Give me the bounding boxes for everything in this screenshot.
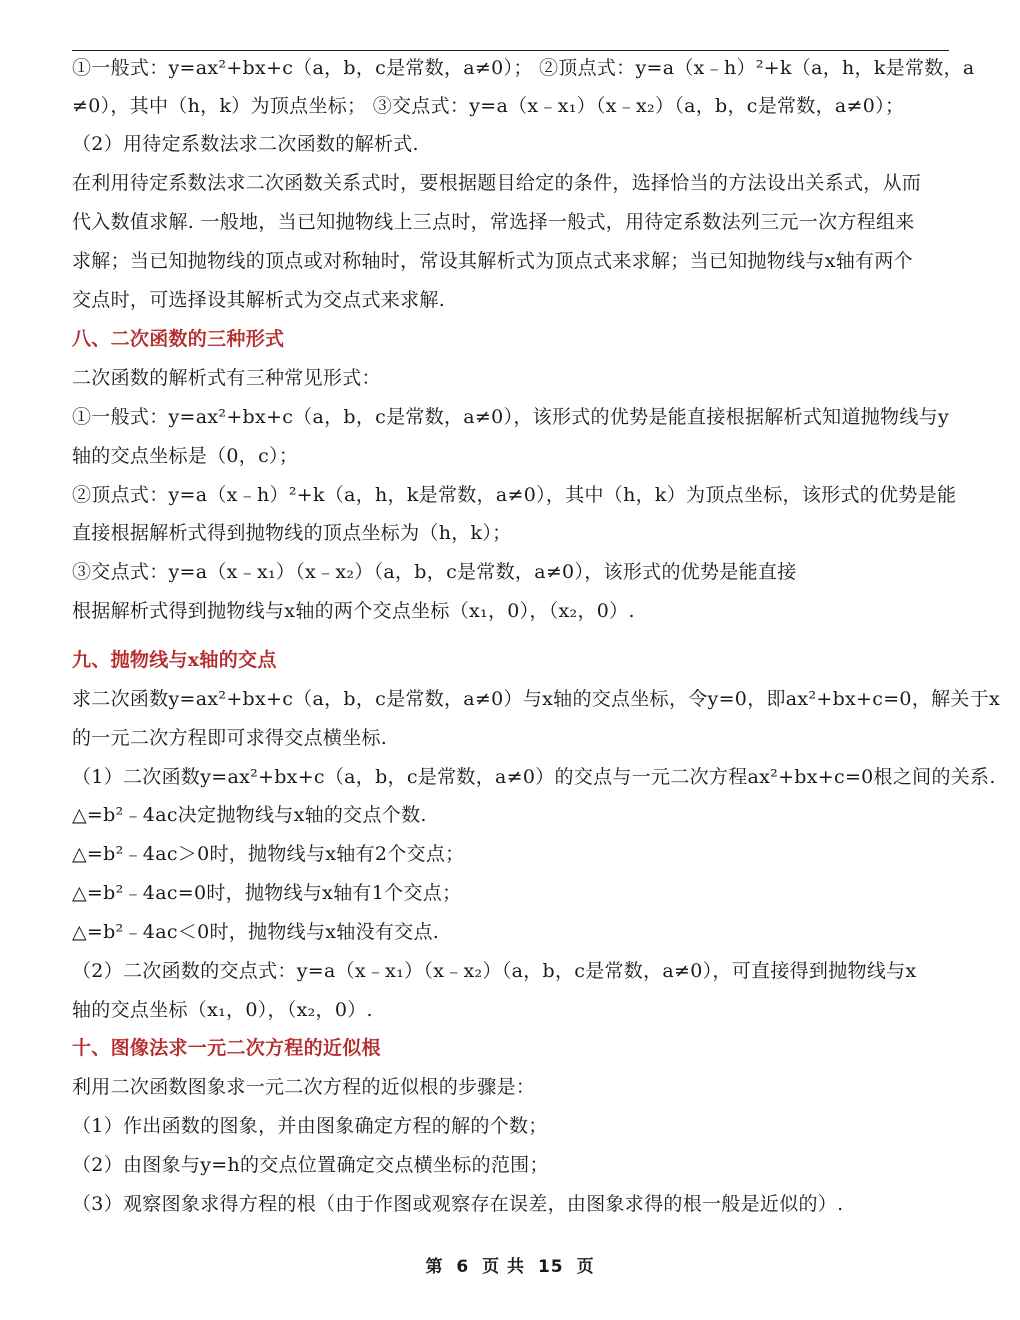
- text-line: 在利用待定系数法求二次函数关系式时，要根据题目给定的条件，选择恰当的方法设出关系式，从而: [72, 172, 922, 194]
- text-line: 利用二次函数图象求一元二次方程的近似根的步骤是：: [72, 1076, 536, 1098]
- text-line: （2）二次函数的交点式：y=a（x﹣x₁）（x﹣x₂）（a，b，c是常数，a≠0），可直接得到抛物线与x: [72, 960, 917, 982]
- text-line: ②顶点式：y=a（x﹣h）²+k（a，h，k是常数，a≠0），其中（h，k）为顶点坐标，该形式的优势是能: [72, 484, 957, 506]
- text-line: （2）由图象与y=h的交点位置确定交点横坐标的范围；: [72, 1154, 549, 1176]
- text-line: △=b²﹣4ac决定抛物线与x轴的交点个数.: [72, 804, 427, 826]
- text-line: ①一般式：y=ax²+bx+c（a，b，c是常数，a≠0），该形式的优势是能直接根据解析式知道抛物线与y: [72, 406, 949, 428]
- text-line: 二次函数的解析式有三种常见形式：: [72, 367, 381, 389]
- top-rule: [72, 50, 949, 51]
- text-line: 代入数值求解. 一般地，当已知抛物线上三点时，常选择一般式，用待定系数法列三元一次方程组来: [72, 211, 915, 233]
- page-footer: [0, 1252, 1020, 1277]
- text-line: △=b²﹣4ac＞0时，抛物线与x轴有2个交点；: [72, 843, 465, 865]
- section-heading: 九、抛物线与x轴的交点: [72, 649, 277, 671]
- footer-suffix: 页: [576, 1257, 595, 1277]
- text-line: △=b²﹣4ac=0时，抛物线与x轴有1个交点；: [72, 882, 462, 904]
- text-line: （3）观察图象求得方程的根（由于作图或观察存在误差，由图象求得的根一般是近似的）.: [72, 1193, 844, 1215]
- text-line: （1）二次函数y=ax²+bx+c（a，b，c是常数，a≠0）的交点与一元二次方程ax²+bx+c=0根之间的关系.: [72, 766, 996, 788]
- footer-total-pages: 15: [537, 1257, 564, 1277]
- section-heading: 八、二次函数的三种形式: [72, 328, 285, 350]
- text-line: ③交点式：y=a（x﹣x₁）（x﹣x₂）（a，b，c是常数，a≠0），该形式的优势是能直接: [72, 561, 797, 583]
- text-line: （1）作出函数的图象，并由图象确定方程的解的个数；: [72, 1115, 548, 1137]
- text-line: （2）用待定系数法求二次函数的解析式.: [72, 133, 419, 155]
- text-line: 求二次函数y=ax²+bx+c（a，b，c是常数，a≠0）与x轴的交点坐标，令y=0，即ax²+bx+c=0，解关于x: [72, 688, 1001, 710]
- footer-page-number: 6: [456, 1257, 470, 1277]
- text-line: 轴的交点坐标是（0，c）；: [72, 445, 299, 467]
- text-line: 的一元二次方程即可求得交点横坐标.: [72, 727, 388, 749]
- section-heading: 十、图像法求一元二次方程的近似根: [72, 1037, 381, 1059]
- text-line: ≠0），其中（h，k）为顶点坐标； ③交点式：y=a（x﹣x₁）（x﹣x₂）（a，b，c是常数，a≠0）；: [72, 95, 905, 117]
- text-line: 交点时，可选择设其解析式为交点式来求解.: [72, 289, 446, 311]
- text-line: △=b²﹣4ac＜0时，抛物线与x轴没有交点.: [72, 921, 440, 943]
- text-line: 根据解析式得到抛物线与x轴的两个交点坐标（x₁，0），（x₂，0）.: [72, 600, 635, 622]
- footer-prefix: 第: [425, 1257, 444, 1277]
- text-line: 直接根据解析式得到抛物线的顶点坐标为（h，k）；: [72, 522, 512, 544]
- text-line: 求解；当已知抛物线的顶点或对称轴时，常设其解析式为顶点式来求解；当已知抛物线与x轴有两个: [72, 250, 913, 272]
- text-line: 轴的交点坐标（x₁，0），（x₂，0）.: [72, 999, 373, 1021]
- footer-middle: 页 共: [482, 1257, 526, 1277]
- text-line: ①一般式：y=ax²+bx+c（a，b，c是常数，a≠0）； ②顶点式：y=a（x﹣h）²+k（a，h，k是常数，a: [72, 57, 975, 79]
